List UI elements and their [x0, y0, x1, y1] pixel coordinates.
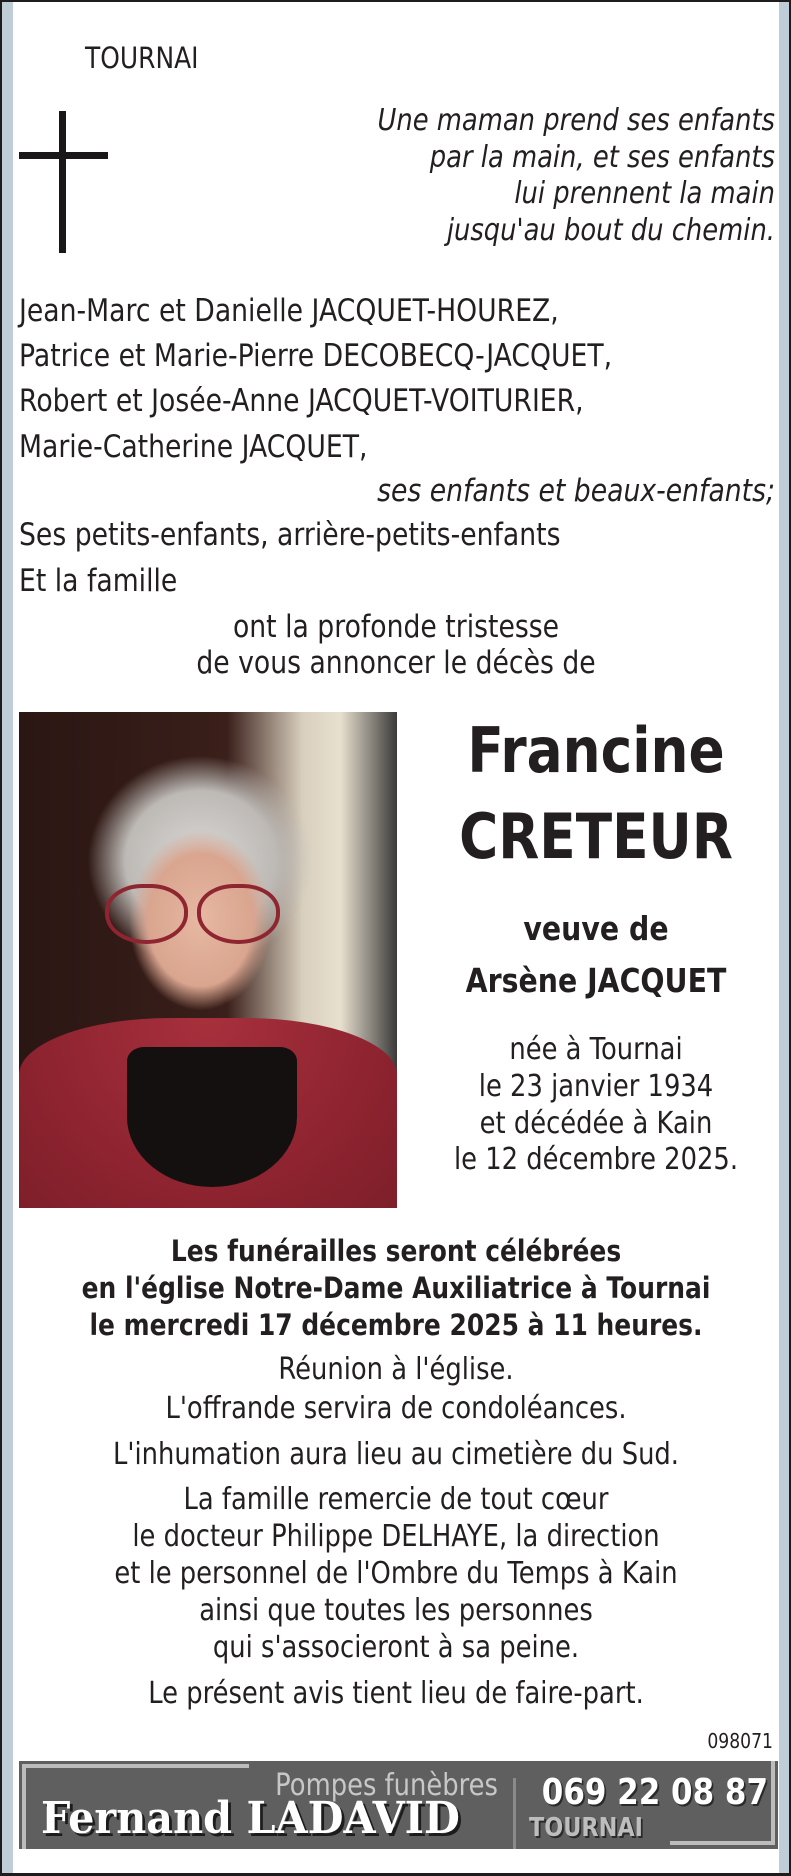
phone-number: 069 22 08 87	[541, 1772, 768, 1813]
family-member: Marie-Catherine JACQUET,	[19, 429, 368, 465]
deceased-last-name: CRETEUR	[459, 800, 733, 873]
burial-info: L'inhumation aura lieu au cimetière du Sud.	[112, 1437, 680, 1472]
funeral-info: en l'église Notre-Dame Auxiliatrice à Tournai	[81, 1271, 711, 1305]
funeral-home-name: Fernand LADAVID	[41, 1793, 460, 1844]
funeral-info: le mercredi 17 décembre 2025 à 11 heures.	[89, 1308, 703, 1342]
deceased-first-name: Francine	[467, 714, 725, 787]
poem-line: jusqu'au bout du chemin.	[446, 213, 775, 248]
banner-city: TOURNAI	[529, 1813, 643, 1843]
extended-family: Et la famille	[19, 563, 178, 599]
thanks-line: La famille remercie de tout cœur	[183, 1482, 609, 1517]
widow-of-label: veuve de	[523, 909, 669, 948]
portrait-photo	[19, 712, 397, 1208]
family-member: Patrice et Marie-Pierre DECOBECQ-JACQUET,	[19, 338, 613, 374]
birth-date: le 23 janvier 1934	[478, 1069, 714, 1104]
reference-number: 098071	[707, 1729, 773, 1753]
death-date: le 12 décembre 2025.	[453, 1142, 739, 1177]
birth-place: née à Tournai	[509, 1032, 683, 1067]
poem-line: Une maman prend ses enfants	[377, 103, 775, 138]
meeting-info: Réunion à l'église.	[278, 1352, 514, 1387]
announcement-line: de vous annoncer le décès de	[196, 645, 596, 681]
funeral-home-banner	[19, 1761, 778, 1849]
thanks-line: ainsi que toutes les personnes	[199, 1593, 593, 1628]
death-place: et décédée à Kain	[479, 1106, 713, 1141]
thanks-line: le docteur Philippe DELHAYE, la direction	[132, 1519, 660, 1554]
grandchildren: Ses petits-enfants, arrière-petits-enfants	[19, 517, 561, 553]
offering-info: L'offrande servira de condoléances.	[165, 1391, 627, 1426]
banner-divider	[513, 1778, 516, 1849]
announcement-line: ont la profonde tristesse	[232, 609, 560, 645]
children-role: ses enfants et beaux-enfants;	[377, 473, 775, 509]
poem-line: lui prennent la main	[514, 176, 775, 211]
spouse-name: Arsène JACQUET	[465, 961, 727, 1000]
family-member: Jean-Marc et Danielle JACQUET-HOUREZ,	[19, 293, 559, 329]
thanks-line: et le personnel de l'Ombre du Temps à Kain	[114, 1556, 678, 1591]
thanks-line: qui s'associeront à sa peine.	[212, 1630, 580, 1665]
banner-subtitle: Pompes funèbres	[275, 1768, 498, 1803]
notice-line: Le présent avis tient lieu de faire-part.	[148, 1676, 644, 1711]
funeral-info: Les funérailles seront célébrées	[170, 1234, 622, 1268]
poem-line: par la main, et ses enfants	[429, 140, 775, 175]
family-member: Robert et Josée-Anne JACQUET-VOITURIER,	[19, 383, 584, 419]
city-heading: TOURNAI	[85, 41, 199, 75]
